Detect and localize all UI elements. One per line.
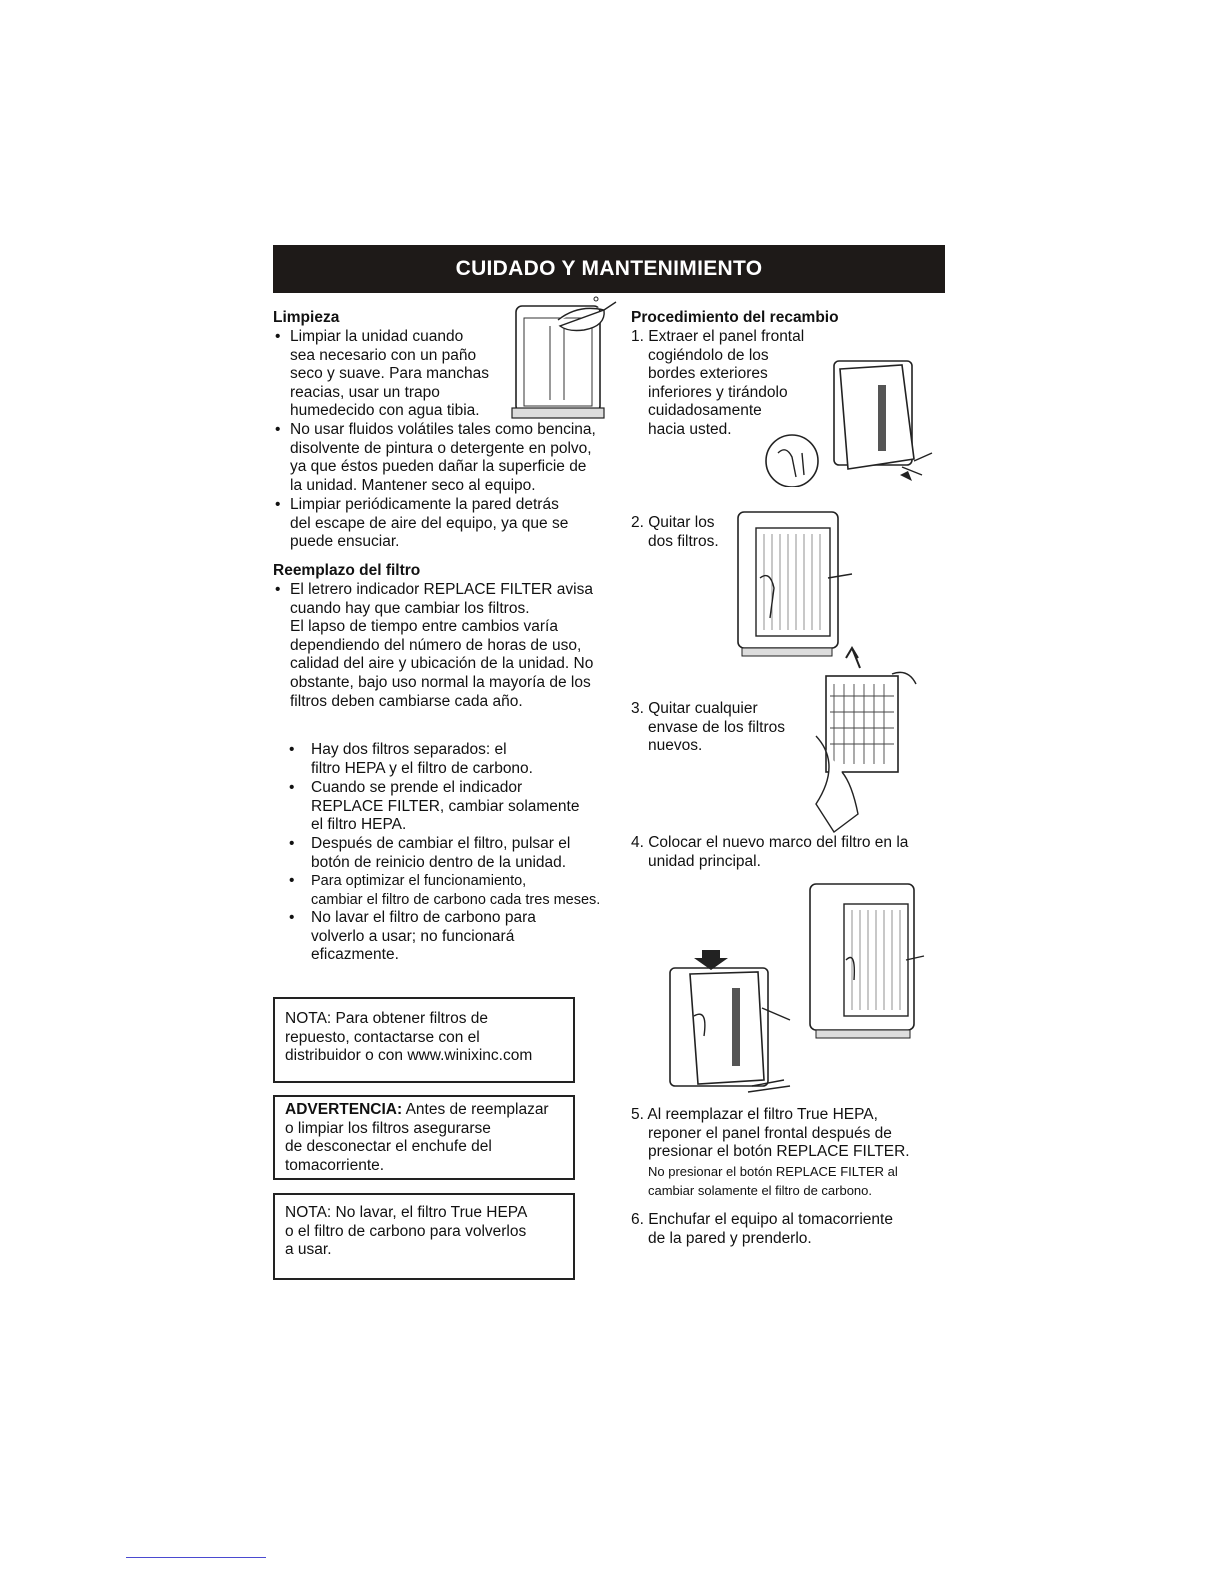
warning-box: ADVERTENCIA: Antes de reemplazar o limpiar los filtros asegurarse de desconectar el enchufe del tomacorriente. bbox=[273, 1095, 575, 1180]
step-5: 5. Al reemplazar el filtro True HEPA, reponer el panel frontal después de presionar el botón REPLACE FILTER. bbox=[631, 1106, 910, 1161]
bullet-mark: • bbox=[289, 779, 295, 796]
bullet-mark: • bbox=[275, 328, 281, 345]
reemplazo-heading: Reemplazo del filtro bbox=[273, 562, 421, 579]
limpieza-heading: Limpieza bbox=[273, 309, 340, 326]
cleaning-illustration bbox=[508, 296, 626, 422]
sub-bullet-5: No lavar el filtro de carbono para volverlo a usar; no funcionará eficazmente. bbox=[311, 909, 536, 964]
sub-bullet-4: Para optimizar el funcionamiento, cambiar el filtro de carbono cada tres meses. bbox=[311, 873, 601, 908]
limpieza-bullet-2: No usar fluidos volátiles tales como bencina, disolvente de pintura o detergente en polvo, ya que éstos pueden dañar la superficie de la unidad. Mantener seco al equipo. bbox=[290, 421, 596, 494]
reemplazo-bullet-1: El letrero indicador REPLACE FILTER avisa cuando hay que cambiar los filtros. El lapso de tiempo entre cambios varía dependiendo del número de horas de uso, calidad del aire y ubicación de la unidad. No obstante, bajo uso normal la mayoría de los filtros deben cambiarse cada año. bbox=[290, 581, 594, 710]
step-4-unit-illustration bbox=[806, 880, 926, 1040]
sub-bullet-3: Después de cambiar el filtro, pulsar el botón de reinicio dentro de la unidad. bbox=[311, 835, 571, 871]
procedimiento-heading: Procedimiento del recambio bbox=[631, 309, 839, 326]
step-1: 1. Extraer el panel frontal cogiéndolo de los bordes exteriores inferiores y tirándolo cuidadosamente hacia usted. bbox=[631, 328, 805, 438]
bullet-mark: • bbox=[275, 581, 281, 598]
section-title-banner: CUIDADO Y MANTENIMIENTO bbox=[273, 245, 945, 293]
limpieza-bullet-1: Limpiar la unidad cuando sea necesario con un paño seco y suave. Para manchas reacias, usar un trapo humedecido con agua tibia. bbox=[290, 328, 490, 420]
bullet-mark: • bbox=[275, 496, 281, 513]
warning-label: ADVERTENCIA: bbox=[285, 1101, 403, 1118]
bullet-mark: • bbox=[289, 835, 295, 852]
bullet-mark: • bbox=[289, 741, 295, 758]
bullet-mark: • bbox=[289, 872, 295, 889]
sub-bullet-2: Cuando se prende el indicador REPLACE FILTER, cambiar solamente el filtro HEPA. bbox=[311, 779, 580, 834]
step-5-note: No presionar el botón REPLACE FILTER al cambiar solamente el filtro de carbono. bbox=[648, 1164, 898, 1198]
note-box-washing: NOTA: No lavar, el filtro True HEPA o el filtro de carbono para volverlos a usar. bbox=[273, 1193, 575, 1280]
step-4: 4. Colocar el nuevo marco del filtro en la unidad principal. bbox=[631, 834, 909, 870]
step-5-illustration bbox=[666, 946, 806, 1096]
step-3-illustration bbox=[812, 644, 924, 834]
note-box-filters: NOTA: Para obtener filtros de repuesto, contactarse con el distribuidor o con www.winixinc.com bbox=[273, 997, 575, 1083]
limpieza-bullet-3: Limpiar periódicamente la pared detrás del escape de aire del equipo, ya que se puede ensuciar. bbox=[290, 496, 569, 551]
sub-bullet-1: Hay dos filtros separados: el filtro HEPA y el filtro de carbono. bbox=[311, 741, 533, 777]
step-6: 6. Enchufar el equipo al tomacorriente de la pared y prenderlo. bbox=[631, 1211, 893, 1247]
step-3: 3. Quitar cualquier envase de los filtros nuevos. bbox=[631, 700, 785, 755]
footer-link-underline bbox=[126, 1557, 266, 1558]
step-2: 2. Quitar los dos filtros. bbox=[631, 514, 719, 550]
bullet-mark: • bbox=[275, 421, 281, 438]
step-1-illustration bbox=[762, 357, 942, 487]
bullet-mark: • bbox=[289, 909, 295, 926]
step-2-illustration bbox=[734, 508, 854, 658]
